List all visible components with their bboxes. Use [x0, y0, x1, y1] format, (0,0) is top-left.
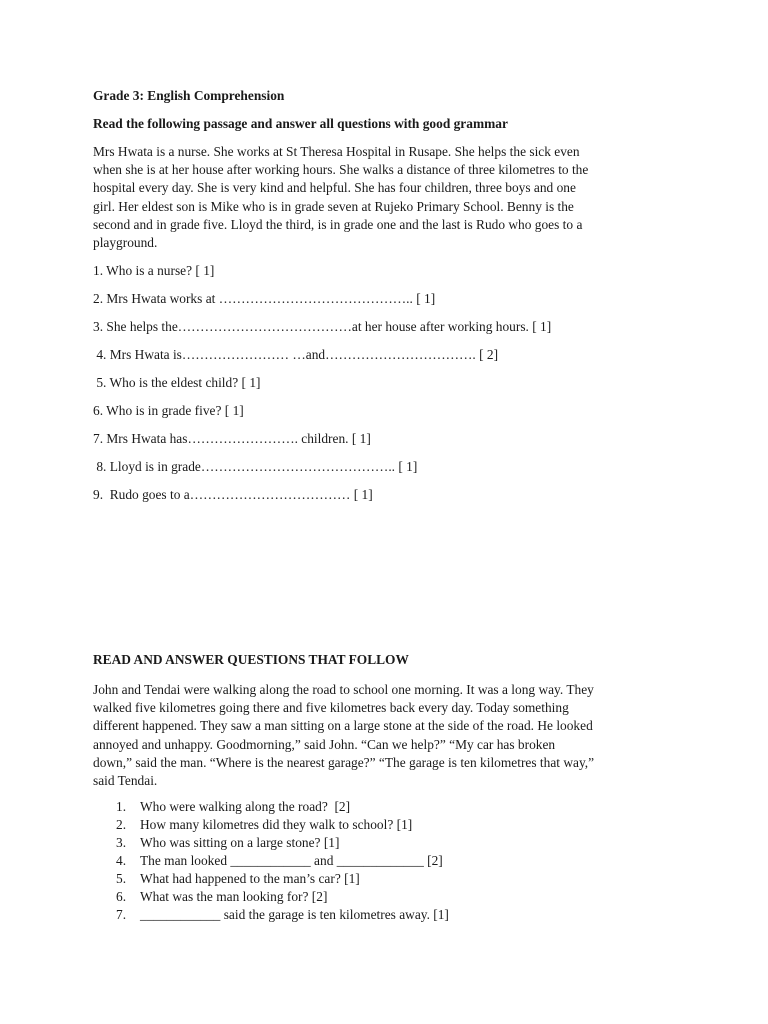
instruction-heading: Read the following passage and answer all questions with good grammar: [93, 116, 508, 131]
section-2-question-6: [116, 888, 327, 906]
question-text: Who were walking along the road? [2]: [140, 799, 351, 814]
passage-2-line: said Tendai.: [93, 773, 158, 789]
question-7: 7. Mrs Hwata has……………………. children. [ 1]: [93, 431, 371, 446]
question-text: Who was sitting on a large stone? [1]: [140, 835, 340, 850]
question-number: 2.: [116, 817, 127, 832]
section-2-question-5: [116, 870, 360, 888]
question-number: 5.: [116, 871, 127, 886]
question-3: 3. She helps the…………………………………at her house after working hours. [ 1]: [93, 319, 552, 334]
section-2-question-2: [116, 816, 412, 834]
question-text: What was the man looking for? [2]: [140, 889, 328, 904]
section-2-question-7: [116, 906, 449, 924]
passage-1-line: when she is at her house after working hours. She walks a distance of three kilometres to the: [93, 162, 589, 178]
section-2-question-4: [116, 852, 443, 870]
question-5: 5. Who is the eldest child? [ 1]: [93, 375, 261, 390]
question-number: 6.: [116, 889, 127, 904]
passage-2: [93, 681, 683, 790]
passage-1-line: Mrs Hwata is a nurse. She works at St Theresa Hospital in Rusape. She helps the sick even: [93, 144, 580, 159]
passage-2-line: walked five kilometres going there and five kilometres back every day. Today something: [93, 700, 569, 716]
passage-1-line: second and in grade five. Lloyd the third, is in grade one and the last is Rudo who goes to a: [93, 216, 583, 232]
question-number: 4.: [116, 853, 127, 868]
passage-2-line: down,” said the man. “Where is the nearest garage?” “The garage is ten kilometres that way,”: [93, 754, 595, 770]
question-6: 6. Who is in grade five? [ 1]: [93, 403, 244, 418]
question-4: 4. Mrs Hwata is…………………… …and……………………………. [ 2]: [93, 347, 499, 362]
passage-2-line: annoyed and unhappy. Goodmorning,” said John. “Can we help?” “My car has broken: [93, 736, 556, 752]
passage-1: [93, 143, 683, 252]
question-text: The man looked ____________ and _____________ [2]: [140, 853, 443, 868]
question-9: 9. Rudo goes to a……………………………… [ 1]: [93, 487, 373, 502]
question-text: ____________ said the garage is ten kilometres away. [1]: [140, 907, 449, 922]
passage-1-line: girl. Her eldest son is Mike who is in grade seven at Rujeko Primary School. Benny is the: [93, 198, 574, 214]
question-8: 8. Lloyd is in grade…………………………………….. [ 1]: [93, 459, 418, 474]
passage-1-line: playground.: [93, 235, 158, 251]
question-number: 7.: [116, 907, 127, 922]
passage-1-line: hospital every day. She is very kind and helpful. She has four children, three boys and one: [93, 180, 576, 196]
passage-2-line: John and Tendai were walking along the road to school one morning. It was a long way. They: [93, 682, 594, 697]
question-number: 3.: [116, 835, 127, 850]
passage-2-line: different happened. They saw a man sitting on a large stone at the side of the road. He looked: [93, 718, 593, 734]
question-text: How many kilometres did they walk to school? [1]: [140, 817, 413, 832]
section-2-question-1: [116, 798, 350, 816]
worksheet-title: Grade 3: English Comprehension: [93, 88, 285, 103]
question-1: 1. Who is a nurse? [ 1]: [93, 263, 215, 278]
question-2: 2. Mrs Hwata works at …………………………………….. [ 1]: [93, 291, 436, 306]
section-2-heading: READ AND ANSWER QUESTIONS THAT FOLLOW: [93, 652, 409, 667]
question-number: 1.: [116, 799, 127, 814]
question-text: What had happened to the man’s car? [1]: [140, 871, 360, 886]
section-2-question-3: [116, 834, 339, 852]
